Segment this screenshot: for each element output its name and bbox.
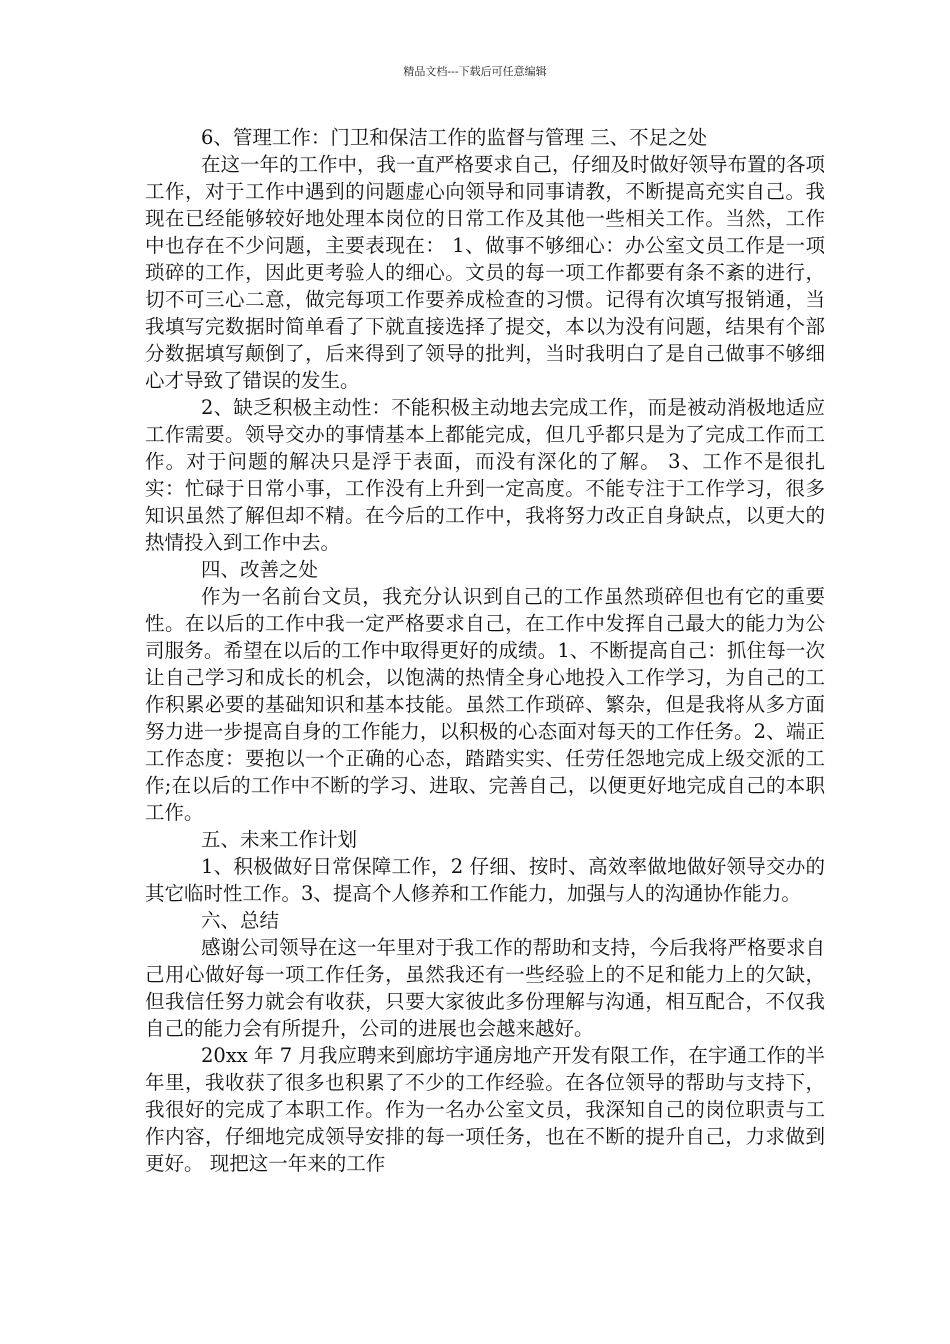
- section-heading-summary: 六、总结: [201, 909, 280, 932]
- paragraph-future-plan: 1、积极做好日常保障工作，2 仔细、按时、高效率做地做好领导交办的其它临时性工作。3、提高个人修养和工作能力，加强与人的沟通协作能力。: [145, 855, 825, 905]
- section-heading-future-plan: 五、未来工作计划: [201, 828, 358, 851]
- page-header: 精品文档---下载后可任意编辑: [403, 65, 547, 78]
- paragraph-intro-yutong: 20xx 年 7 月我应聘来到廊坊宇通房地产开发有限工作，在宇通工作的半年里，我收获了很多也积累了不少的工作经验。在各位领导的帮助与支持下，我很好的完成了本职工作。作为一名办公室文员，我深知自己的岗位职责与工作内容，仔细地完成领导安排的每一项任务，也在不断的提升自己，力求做到更好。 现把这一年来的工作: [145, 1044, 825, 1175]
- document-body: [145, 124, 825, 1177]
- paragraph-management-work: 6、管理工作：门卫和保洁工作的监督与管理 三、不足之处: [201, 126, 708, 149]
- paragraph-summary: 感谢公司领导在这一年里对于我工作的帮助和支持，今后我将严格要求自己用心做好每一项工作任务，虽然我还有一些经验上的不足和能力上的欠缺，但我信任努力就会有收获，只要大家彼此多份理解与沟通，相互配合，不仅我自己的能力会有所提升，公司的进展也会越来越好。: [145, 936, 826, 1040]
- paragraph-shortcomings: 在这一年的工作中，我一直严格要求自己，仔细及时做好领导布置的各项工作，对于工作中遇到的问题虚心向领导和同事请教，不断提高充实自己。我现在已经能够较好地处理本岗位的日常工作及其他一些相关工作。当然，工作中也存在不少问题，主要表现在： 1、做事不够细心：办公室文员工作是一项琐碎的工作，因此更考验人的细心。文员的每一项工作都要有条不紊的进行，切不可三心二意，做完每项工作要养成检查的习惯。记得有次填写报销通，当我填写完数据时简单看了下就直接选择了提交，本以为没有问题，结果有个部分数据填写颠倒了，后来得到了领导的批判，当时我明白了是自己做事不够细心才导致了错误的发生。: [145, 153, 826, 392]
- section-heading-improvements: 四、改善之处: [201, 558, 319, 581]
- paragraph-improvements: 作为一名前台文员，我充分认识到自己的工作虽然琐碎但也有它的重要性。在以后的工作中我一定严格要求自己，在工作中发挥自己最大的能力为公司服务。希望在以后的工作中取得更好的成绩。1、不断提高自己：抓住每一次让自己学习和成长的机会，以饱满的热情全身心地投入工作学习，为自己的工作积累必要的基础知识和基本技能。虽然工作琐碎、繁杂，但是我将从多方面努力进一步提高自身的工作能力，以积极的心态面对每天的工作任务。2、端正工作态度：要抱以一个正确的心态，踏踏实实、任劳任怨地完成上级交派的工作;在以后的工作中不断的学习、进取、完善自己，以便更好地完成自己的本职工作。: [145, 585, 825, 824]
- paragraph-lack-initiative: 2、缺乏积极主动性：不能积极主动地去完成工作，而是被动消极地适应工作需要。领导交办的事情基本上都能完成，但几乎都只是为了完成工作而工作。对于问题的解决只是浮于表面，而没有深化的了解。 3、工作不是很扎实：忙碌于日常小事，工作没有上升到一定高度。不能专注于工作学习，很多知识虽然了解但却不精。在今后的工作中，我将努力改正自身缺点，以更大的热情投入到工作中去。: [145, 396, 825, 554]
